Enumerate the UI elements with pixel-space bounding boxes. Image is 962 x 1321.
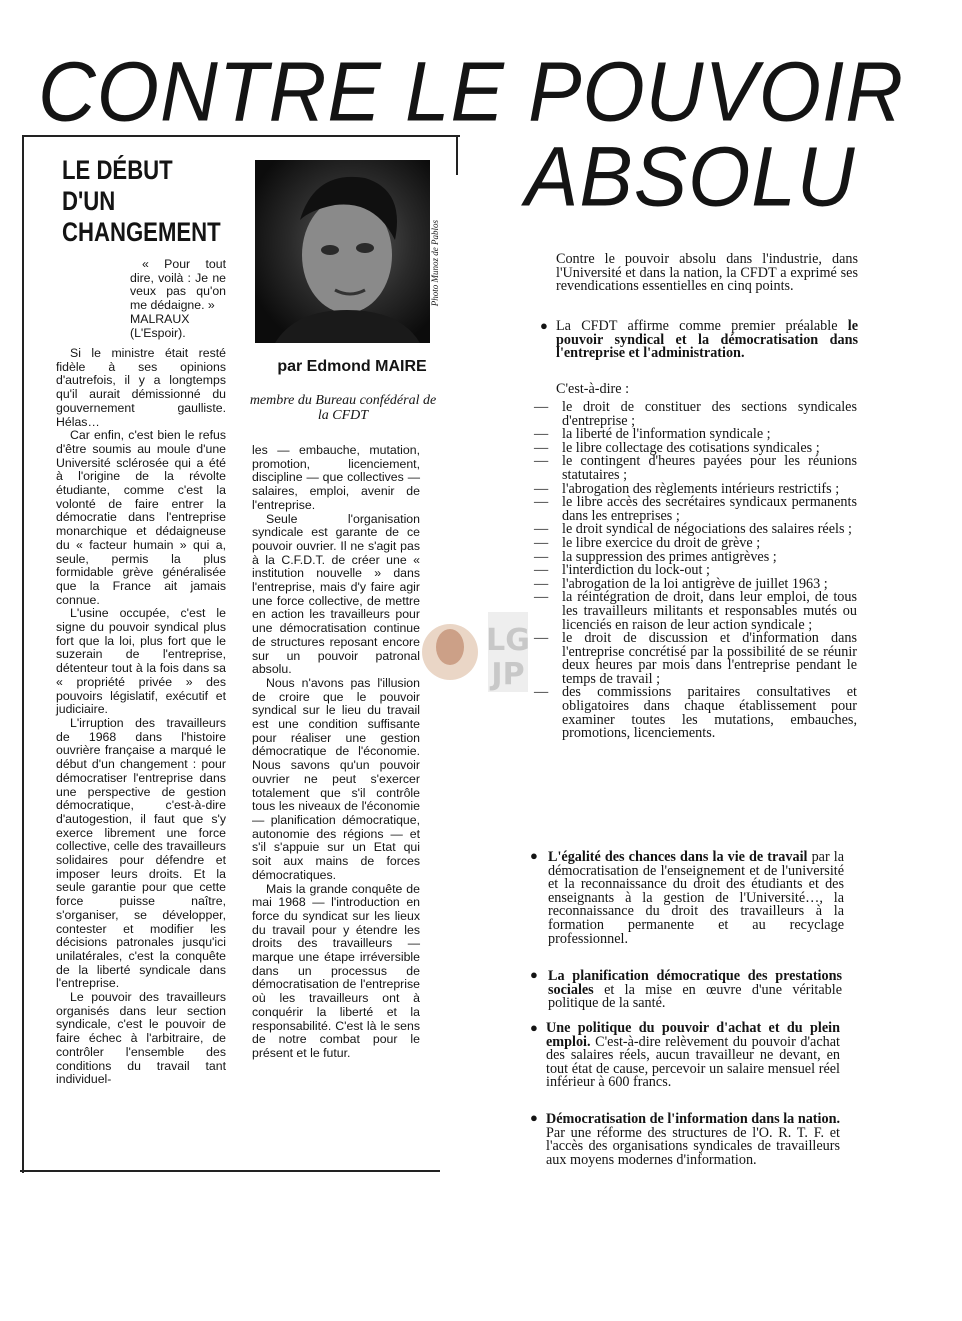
portrait-image — [255, 160, 430, 343]
point-1-bold: le pouvoir syndical et la démocratisation dans l'entreprise et l'administration. — [556, 318, 859, 362]
paragraph: Car enfin, c'est bien le refus d'être soumis au moule d'une Université sclérosée qui a été à l'origine de la révolte étudiante, comme c'est la volonté de faire entrer la démocratie dans l'entreprise monarchique et dédaigneuse du « facteur humain » qui a, seule, permis la plus formidable grève généralisée que la France ait jamais connue. — [56, 428, 226, 607]
paragraph: L'usine occupée, c'est le signe du pouvoir syndical plus fort que la loi, plus fort que le suzerain de l'entreprise, détenteur tout à la fois dans sa « propriété privée » des pouvoirs législatif, exécutif et judiciaire. — [56, 606, 226, 717]
sidebar-title-line: CHANGEMENT — [62, 217, 221, 247]
paragraph: les — embauche, mutation, promotion, licenciement, discipline — que collectives — salaires, emploi, avenir de l'entreprise. — [252, 443, 420, 512]
sidebar-column-1 — [56, 347, 226, 1087]
point-4-text: C'est-à-dire relèvement du pouvoir d'achat des salaires réels, aucun travailleur ne devant, en tout état de cause, percevoir un salaire mensuel réel inférieur à 600 francs. — [546, 1033, 840, 1091]
list-item: — le droit de constituer des sections syndicales d'entreprise ; — [540, 401, 857, 428]
list-item: — le droit de discussion et d'information dans l'entreprise concrétisé par la possibilité de se réunir deux heures par mois dans l'entreprise pendant le temps de travail ; — [540, 632, 857, 686]
bullet-icon: ● — [540, 318, 548, 333]
bullet-icon: ● — [530, 1110, 538, 1125]
point-1-lead: La CFDT affirme comme premier préalable — [556, 318, 838, 334]
watermark-logo — [418, 602, 546, 702]
sidebar-bottom-rule — [20, 1170, 440, 1172]
author-photo — [255, 160, 430, 343]
point-3-bold: La planification démocratique des prestations sociales — [548, 968, 842, 998]
paragraph: Nous n'avons pas l'illusion de croire que le pouvoir syndical sur le lieu du travail est une condition suffisante pour réaliser une gestion démocratique de l'économie. Nous savons qu'un pouvoir ouvrier ne peut s'exercer totalement que s'il contrôle tous les niveaux de l'économie — planification démocratique, autonomie des régions — et s'il s'appuie sur un Etat qui soit aux mains de forces démocratiques. — [252, 675, 420, 882]
bullet-icon: ● — [530, 848, 538, 863]
photo-credit: Photo Munoz de Pablos — [430, 220, 440, 307]
sidebar-column-2 — [252, 444, 420, 1061]
svg-text:LG: LG — [486, 623, 530, 658]
watermark-graphic — [418, 602, 546, 702]
headline-line2: ABSOLU — [525, 129, 856, 224]
list-item: — le libre exercice du droit de grève ; — [540, 537, 857, 551]
bullet-icon: ● — [530, 967, 538, 982]
point-2-text: par la démocratisation de l'enseignement et de l'université et la reconnaissance du droit des étudiants et des enseignants à la gestion de l'Université…, la reconnaissance du droit des travailleurs à la formation permanente et au recyclage professionnel. — [548, 849, 844, 947]
point-2 — [548, 851, 844, 946]
list-item: — l'abrogation des règlements intérieurs restrictifs ; — [540, 483, 857, 497]
list-item: — l'abrogation de la loi antigrève de juillet 1963 ; — [540, 578, 857, 592]
author-name: par Edmond MAIRE — [277, 358, 427, 375]
paragraph: L'irruption des travailleurs de 1968 dans l'histoire ouvrière française a marqué le début d'un changement : pour démocratiser l'entreprise dans une perspective de gestion démocratique, c'est-à-dire d'autogestion, il faut que s'y exerce librement une force collective, celle des travailleurs solidaires pour défendre et imposer leurs droits. Et la seule garantie pour que cette force puisse naître, s'organiser, se développer, contester et modifier les décisions patronales jusqu'ici unilatérales, c'est la conquête de la liberté syndicale dans l'entreprise. — [56, 715, 226, 991]
epigraph — [130, 258, 226, 340]
point-4 — [546, 1022, 840, 1090]
svg-text:JP: JP — [491, 657, 525, 692]
demands-list — [540, 401, 857, 741]
headline-line1: CONTRE LE POUVOIR — [38, 44, 905, 139]
sidebar-right-rule — [456, 135, 458, 175]
point-3 — [548, 970, 842, 1011]
point-5 — [546, 1113, 840, 1167]
list-item: — la suppression des primes antigrèves ; — [540, 551, 857, 565]
epigraph-quote: « Pour tout dire, voilà : Je ne veux pas qu'on me dédaigne. » — [130, 257, 226, 313]
sidebar-title — [62, 155, 221, 248]
paragraph: Seule l'organisation syndicale est garante de ce pouvoir ouvrier. Il ne s'agit pas à la C.F.D.T. de créer une « institution nouvelle » dans l'entreprise, mais d'y faire agir une force collective, de mettre en action les travailleurs pour une démocratisation continue de structures reposant encore sur un pouvoir patronal absolu. — [252, 511, 420, 677]
list-item: — la liberté de l'information syndicale ; — [540, 428, 857, 442]
list-item: — l'interdiction du lock-out ; — [540, 564, 857, 578]
point-5-text: Par une réforme des structures de l'O. R. T. F. et l'accès des organisations syndicales de travailleurs aux moyens modernes d'information. — [546, 1124, 840, 1168]
list-item: — le contingent d'heures payées pour les réunions statutaires ; — [540, 455, 857, 482]
epigraph-source: MALRAUX (L'Espoir). — [130, 311, 190, 340]
sidebar-title-line: LE DÉBUT — [62, 155, 173, 185]
paragraph: Si le ministre était resté fidèle à ses opinions d'autrefois, il y a longtemps qu'il aurait démissionné du gouvernement gaulliste. Hélas… — [56, 346, 226, 429]
main-column — [556, 253, 858, 294]
point-1 — [556, 320, 858, 361]
bullet-icon: ● — [530, 1020, 538, 1035]
point-4-bold: Une politique du pouvoir d'achat et du plein emploi. — [546, 1020, 840, 1050]
point-5-bold: Démocratisation de l'information dans la nation. — [546, 1111, 841, 1127]
intro-paragraph: Contre le pouvoir absolu dans l'industrie, dans l'Université et dans la nation, la CFDT a exprimé ses revendications essentielles en cinq points. — [556, 251, 858, 295]
list-item: — le libre accès des secrétaires syndicaux permanents dans les entreprises ; — [540, 496, 857, 523]
paragraph: Le pouvoir des travailleurs organisés dans leur section syndicale, c'est le pouvoir de faire échec à l'arbitraire, de contrôler l'ensemble des conditions du travail tant individuel- — [56, 990, 226, 1087]
sidebar-title-line: D'UN — [62, 186, 116, 216]
point-3-text: et la mise en œuvre d'une véritable politique de la santé. — [548, 981, 842, 1012]
paragraph: Mais la grande conquête de mai 1968 — l'introduction en force du syndicat sur les lieux du travail pour y étendre les droits des travailleurs — marque une étape irréversible dans un processus de démocratisation de l'entreprise où les travailleurs ont à conquérir la liberté et la responsabilité. C'est là le sens de notre combat pour le présent et le futur. — [252, 881, 420, 1060]
author-role: membre du Bureau confédéral de la CFDT — [249, 393, 437, 423]
list-item: — le libre collectage des cotisations syndicales ; — [540, 442, 857, 456]
list-item: — le droit syndical de négociations des salaires réels ; — [540, 523, 857, 537]
point-2-bold: L'égalité des chances dans la vie de travail — [548, 849, 808, 865]
list-item: — des commissions paritaires consultatives et obligatoires dans chaque établissement pour examiner toutes les mutations, embauches, promotions, licenciements. — [540, 686, 857, 740]
cest-a-dire: C'est-à-dire : — [556, 381, 630, 397]
list-item: — la réintégration de droit, dans leur emploi, de tous les travailleurs militants et responsables mutés ou licenciés en raison de leur action syndicale ; — [540, 591, 857, 632]
